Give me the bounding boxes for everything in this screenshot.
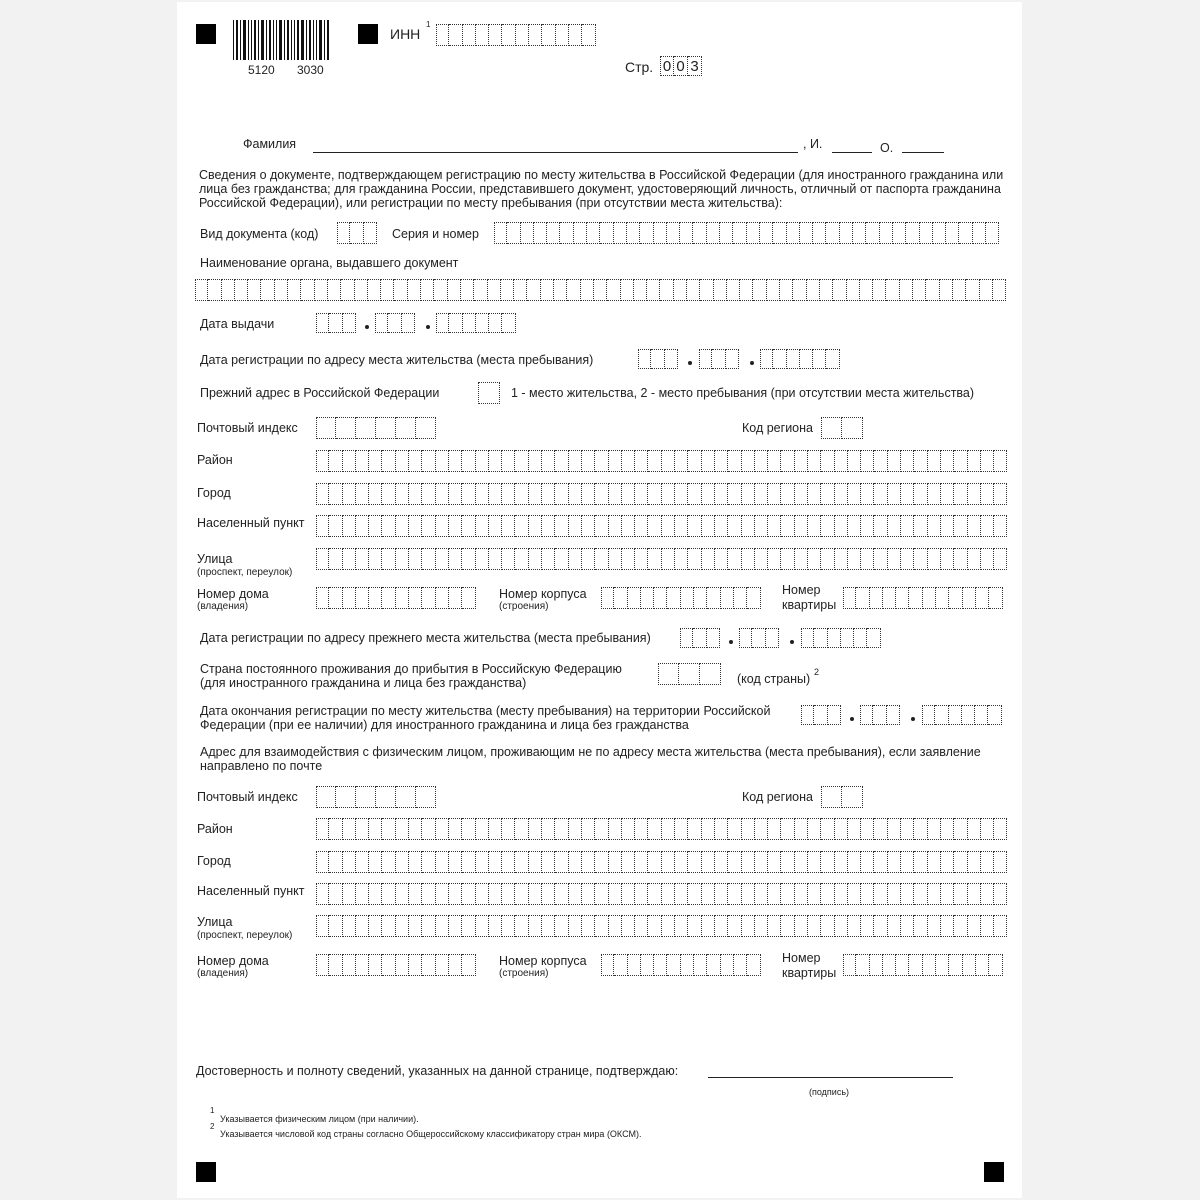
end-date-day-input[interactable] [801,705,841,725]
contact-address-intro: Адрес для взаимодействия с физическим лицом, проживающим не по адресу места жительства (места пребывания), если заявление направлено по почте [200,745,981,773]
contact-city-label: Город [197,854,231,868]
corner-marker-bottom-right [984,1162,1004,1182]
district-label: Район [197,453,233,467]
series-number-label: Серия и номер [392,227,479,241]
barcode-number-left: 5120 [248,63,275,77]
settlement-input[interactable] [316,515,1007,537]
confirm-label: Достоверность и полноту сведений, указанных на данной странице, подтверждаю: [196,1064,679,1078]
contact-apartment-label-1: Номер [782,951,821,965]
postal-index-label: Почтовый индекс [197,421,298,435]
inn-footnote-mark: 1 [426,20,431,29]
apartment-input[interactable] [843,587,1003,609]
contact-district-input[interactable] [316,818,1007,840]
initial-i-field[interactable] [832,152,872,153]
previous-registration-date-month-input[interactable] [739,628,779,648]
previous-registration-date-label: Дата регистрации по адресу прежнего места жительства (места пребывания) [200,631,651,645]
previous-address-type-input[interactable] [478,382,500,404]
contact-street-label: Улица [197,915,233,929]
contact-building-label: Номер корпуса [499,954,587,968]
contact-building-input[interactable] [601,954,761,976]
end-date-label: Дата окончания регистрации по месту жительства (месту пребывания) на территории Российской Федерации (при ее наличии) для иностранного гражданина и лица без гражданства [200,704,771,732]
footnote-1: Указывается физическим лицом (при наличии). [220,1114,419,1124]
previous-registration-date-year-input[interactable] [801,628,881,648]
initial-o-label: О. [880,141,894,155]
previous-registration-date-day-input[interactable] [680,628,720,648]
street-input[interactable] [316,548,1007,570]
footnote-2-mark: 2 [210,1122,215,1131]
contact-house-note: (владения) [197,968,249,979]
house-label: Номер дома [197,587,269,601]
initial-i-label: , И. [803,137,823,151]
page-digit: 3 [688,56,702,76]
surname-field[interactable] [313,152,798,153]
postal-index-input[interactable] [316,417,436,439]
doc-type-input[interactable] [337,222,377,244]
registration-date-year-input[interactable] [760,349,840,369]
corner-marker-bottom-left [196,1162,216,1182]
surname-label: Фамилия [243,137,297,151]
region-code-input[interactable] [821,417,863,439]
country-code-footnote-mark: 2 [814,667,820,677]
contact-region-code-label: Код региона [742,790,813,804]
signature-label: (подпись) [809,1087,850,1097]
issue-date-month-input[interactable] [375,313,415,333]
document-section-intro: Сведения о документе, подтверждающем регистрацию по месту жительства в Российской Федерации (для иностранного гражданина или лица без гражданства; для гражданина России, представившего документ, удостоверяющий личность, отличный от паспорта гражданина Российской Федерации), или регистрации по месту пребывания (при отсутствии места жительства): [199,168,1004,210]
contact-street-note: (проспект, переулок) [197,930,293,941]
barcode-number-right: 3030 [297,63,324,77]
contact-postal-index-label: Почтовый индекс [197,790,298,804]
apartment-label-2: квартиры [782,598,837,612]
contact-street-input[interactable] [316,915,1007,937]
initial-o-field[interactable] [902,152,944,153]
district-input[interactable] [316,450,1007,472]
series-number-input[interactable] [494,222,999,244]
issuer-input[interactable] [195,279,1006,301]
contact-settlement-input[interactable] [316,883,1007,905]
settlement-label: Населенный пункт [197,516,305,530]
footnote-1-mark: 1 [210,1106,215,1115]
contact-district-label: Район [197,822,233,836]
building-note: (строения) [499,601,549,612]
form-page [177,2,1022,1198]
issue-date-day-input[interactable] [316,313,356,333]
contact-apartment-label-2: квартиры [782,966,837,980]
city-input[interactable] [316,483,1007,505]
country-code-input[interactable] [658,663,721,685]
contact-postal-index-input[interactable] [316,786,436,808]
end-date-month-input[interactable] [860,705,900,725]
issue-date-year-input[interactable] [436,313,516,333]
contact-city-input[interactable] [316,851,1007,873]
building-input[interactable] [601,587,761,609]
apartment-label-1: Номер [782,583,821,597]
page-number [660,56,702,76]
country-label: Страна постоянного проживания до прибытия в Российскую Федерацию (для иностранного гражданина и лица без гражданства) [200,662,622,690]
previous-address-hint: 1 - место жительства, 2 - место пребывания (при отсутствии места жительства) [511,386,975,400]
registration-date-label: Дата регистрации по адресу места жительства (места пребывания) [200,353,594,367]
issue-date-label: Дата выдачи [200,317,275,331]
barcode [233,20,339,60]
registration-date-day-input[interactable] [638,349,678,369]
region-code-label: Код региона [742,421,813,435]
previous-address-label: Прежний адрес в Российской Федерации [200,386,440,400]
street-label: Улица [197,552,233,566]
contact-house-label: Номер дома [197,954,269,968]
corner-marker-top-left [196,24,216,44]
contact-settlement-label: Населенный пункт [197,884,305,898]
page-digit: 0 [674,56,688,76]
house-note: (владения) [197,601,249,612]
page-label: Стр. [625,59,654,75]
footnote-2: Указывается числовой код страны согласно Общероссийскому классификатору стран мира (ОКСМ). [220,1129,642,1139]
contact-apartment-input[interactable] [843,954,1003,976]
house-input[interactable] [316,587,476,609]
corner-marker-top-right [358,24,378,44]
contact-region-code-input[interactable] [821,786,863,808]
registration-date-month-input[interactable] [699,349,739,369]
street-note: (проспект, переулок) [197,567,293,578]
city-label: Город [197,486,231,500]
page-digit: 0 [660,56,674,76]
signature-field[interactable] [708,1077,953,1078]
inn-input[interactable] [436,24,596,46]
doc-type-label: Вид документа (код) [200,227,319,241]
country-code-label: (код страны) [737,672,811,686]
building-label: Номер корпуса [499,587,587,601]
contact-house-input[interactable] [316,954,476,976]
end-date-year-input[interactable] [922,705,1002,725]
issuer-label: Наименование органа, выдавшего документ [200,256,459,270]
contact-building-note: (строения) [499,968,549,979]
inn-label: ИНН [390,26,421,42]
